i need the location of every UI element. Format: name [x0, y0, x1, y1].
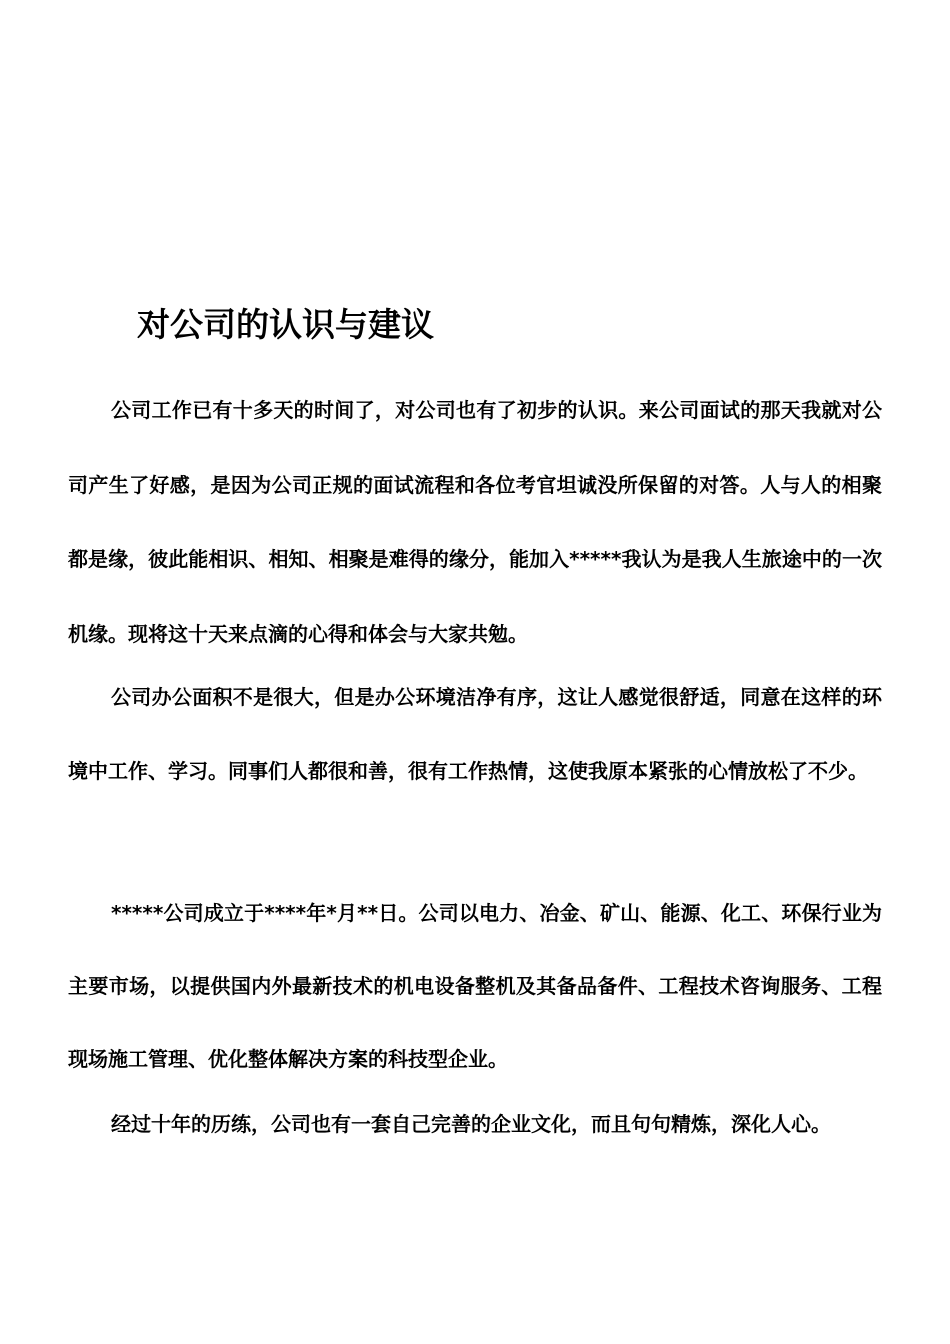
document-title: 对公司的认识与建议 [137, 305, 434, 344]
paragraph-office-environment: 公司办公面积不是很大，但是办公环境洁净有序，这让人感觉很舒适，同意在这样的环境中工作、学习。同事们人都很和善，很有工作热情，这使我原本紧张的心情放松了不少。 [68, 685, 882, 783]
paragraph-intro: 公司工作已有十多天的时间了，对公司也有了初步的认识。来公司面试的那天我就对公司产生了好感，是因为公司正规的面试流程和各位考官坦诚没所保留的对答。人与人的相聚都是缘，彼此能相识、相知、相聚是难得的缘分，能加入*****我认为是我人生旅途中的一次机缘。现将这十天来点滴的心得和体会与大家共勉。 [68, 398, 882, 646]
paragraph-company-profile: *****公司成立于****年*月**日。公司以电力、冶金、矿山、能源、化工、环保行业为主要市场，以提供国内外最新技术的机电设备整机及其备品备件、工程技术咨询服务、工程现场施工管理、优化整体解决方案的科技型企业。 [68, 901, 882, 1071]
paragraph-company-culture: 经过十年的历练，公司也有一套自己完善的企业文化，而且句句精炼，深化人心。 [111, 1112, 831, 1136]
